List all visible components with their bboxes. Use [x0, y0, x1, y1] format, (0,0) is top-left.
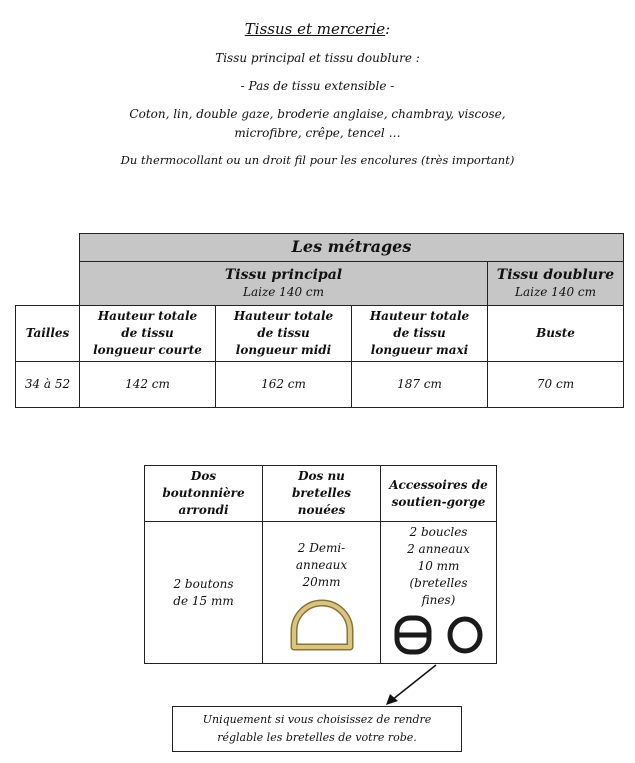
cell-line: fines) [421, 593, 456, 607]
bust-header: Buste [488, 306, 624, 362]
buttonhole-back-header [145, 466, 263, 522]
maxi-length-value: 187 cm [352, 362, 488, 408]
cell-line: 20mm [302, 575, 341, 589]
accessories-table [144, 465, 497, 664]
main-fabric-title: Tissu principal [224, 266, 343, 283]
pointer-arrow-icon [380, 662, 440, 708]
cell-line: 2 boucles [409, 525, 468, 539]
fabric-subtitle: Tissu principal et tissu doublure : [215, 51, 420, 65]
header-line: Hauteur totale [97, 309, 198, 323]
lining-fabric-laize: Laize 140 cm [514, 284, 597, 299]
note-line-2: réglable les bretelles de votre robe. [217, 731, 417, 744]
yardage-title-cell [80, 234, 624, 262]
fabric-list-line-1: Coton, lin, double gaze, broderie anglaise, chambray, viscose, [129, 107, 506, 121]
adjustable-straps-note [172, 706, 462, 752]
section-title: Tissus et mercerie: [244, 20, 391, 38]
main-fabric-header [80, 262, 488, 306]
bra-hardware-cell [381, 522, 497, 664]
header-line: arrondi [178, 503, 229, 517]
buttons-cell [145, 522, 263, 664]
empty-corner [16, 234, 80, 262]
cell-line: (bretelles [409, 576, 468, 590]
header-line: de tissu [121, 326, 174, 340]
header-line: longueur courte [93, 343, 202, 357]
header-line: de tissu [257, 326, 310, 340]
bra-ring-icon [446, 615, 484, 655]
main-fabric-laize: Laize 140 cm [242, 284, 325, 299]
header-line: longueur midi [235, 343, 332, 357]
sizes-header: Tailles [16, 306, 80, 362]
midi-length-header [216, 306, 352, 362]
sizes-value: 34 à 52 [16, 362, 80, 408]
short-length-header [80, 306, 216, 362]
header-line: nouées [297, 503, 346, 517]
cell-line: 2 boutons [173, 576, 234, 591]
cell-line: 10 mm [417, 559, 460, 573]
bust-value: 70 cm [488, 362, 624, 408]
no-stretch-note: - Pas de tissu extensible - [240, 79, 395, 93]
d-ring-icon [284, 595, 360, 653]
cell-line: de 15 mm [173, 593, 234, 608]
bra-slider-icon [394, 615, 432, 655]
header-line: Hauteur totale [233, 309, 334, 323]
lining-fabric-header [488, 262, 624, 306]
tied-straps-header [263, 466, 381, 522]
yardage-table [15, 233, 624, 408]
header-line: soutien-gorge [391, 494, 486, 509]
maxi-length-header [352, 306, 488, 362]
cell-line: 2 anneaux [407, 542, 470, 556]
header-line: Dos nu [298, 469, 345, 483]
header-line: boutonnière [162, 486, 245, 500]
note-line-1: Uniquement si vous choisissez de rendre [202, 713, 432, 726]
header-line: longueur maxi [370, 343, 469, 357]
header-line: de tissu [393, 326, 446, 340]
lining-fabric-title: Tissu doublure [496, 266, 615, 283]
header-line: Accessoires de [389, 477, 488, 492]
d-rings-cell [263, 522, 381, 664]
yardage-title: Les métrages [291, 237, 412, 256]
fabric-list-line-2: microfibre, crêpe, tencel … [234, 126, 401, 140]
bra-accessories-header [381, 466, 497, 522]
header-line: Dos [190, 469, 217, 483]
short-length-value: 142 cm [80, 362, 216, 408]
header-line: bretelles [291, 486, 352, 500]
cell-line: 2 Demi- [297, 541, 346, 555]
interfacing-note: Du thermocollant ou un droit fil pour les encolures (très important) [120, 153, 515, 167]
header-line: Hauteur totale [369, 309, 470, 323]
empty-corner-2 [16, 262, 80, 306]
cell-line: anneaux [295, 558, 348, 572]
midi-length-value: 162 cm [216, 362, 352, 408]
